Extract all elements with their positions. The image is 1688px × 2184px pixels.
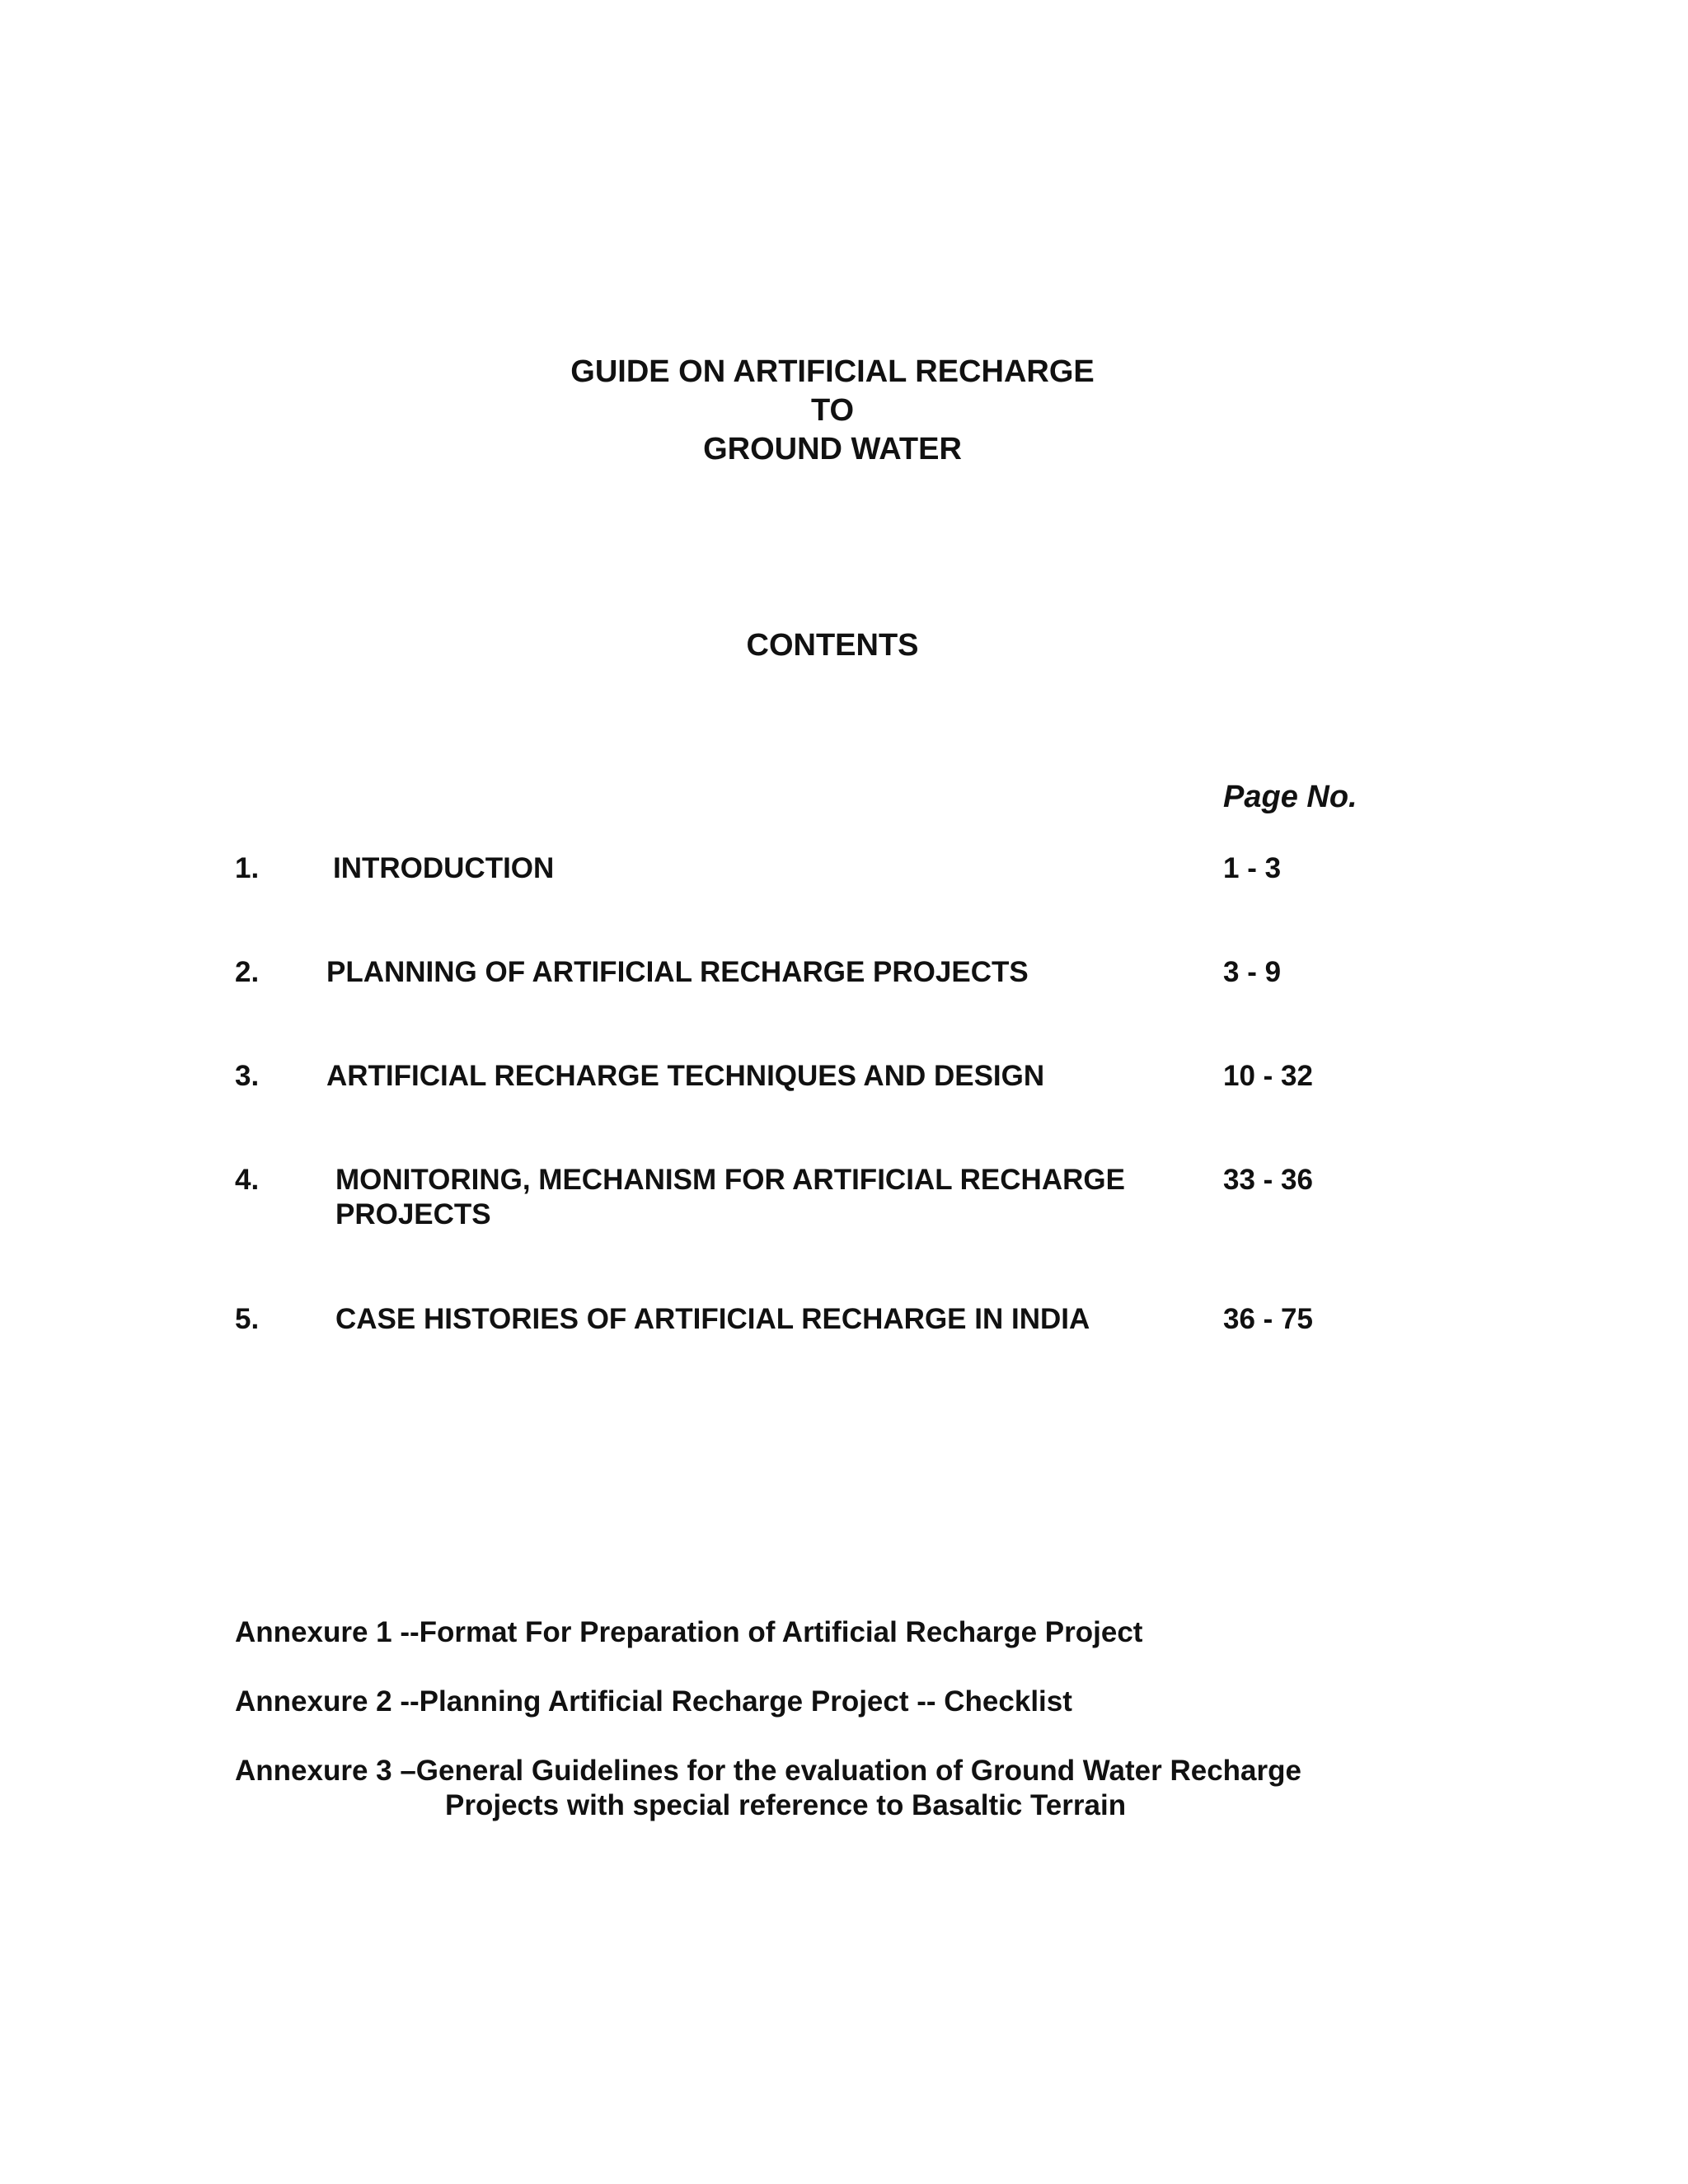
toc-entry-title: CASE HISTORIES OF ARTIFICIAL RECHARGE IN INDIA	[335, 1303, 1090, 1335]
title-line-2: TO	[810, 393, 855, 428]
toc-entry-number: 2.	[235, 956, 260, 988]
toc-entry-number: 1.	[235, 852, 260, 884]
toc-entry-title: ARTIFICIAL RECHARGE TECHNIQUES AND DESIGN	[326, 1060, 1045, 1092]
toc-entry-number: 4.	[235, 1164, 260, 1196]
document-title	[0, 353, 1665, 469]
toc-entry-title	[335, 1163, 1209, 1232]
annexure-1: Annexure 1 --Format For Preparation of Artificial Recharge Project	[235, 1616, 1143, 1648]
toc-entry-pages: 10 - 32	[1223, 1060, 1313, 1092]
toc-entry-pages: 3 - 9	[1223, 956, 1282, 988]
toc-entry-title-line-1: MONITORING, MECHANISM FOR ARTIFICIAL RECHARGE	[335, 1164, 1125, 1196]
annexure-3-line-2: Projects with special reference to Basaltic Terrain	[445, 1789, 1127, 1821]
toc-entry-number: 5.	[235, 1303, 260, 1335]
annexure-2: Annexure 2 --Planning Artificial Recharge Project -- Checklist	[235, 1685, 1072, 1718]
toc-entry-pages: 1 - 3	[1223, 852, 1282, 884]
page-number-column-header: Page No.	[1223, 780, 1357, 814]
toc-entry-title-line-2: PROJECTS	[335, 1198, 491, 1230]
toc-entry-pages: 33 - 36	[1223, 1164, 1313, 1196]
annexure-3-line-1: Annexure 3 –General Guidelines for the evaluation of Ground Water Recharge	[235, 1755, 1301, 1787]
toc-entry-pages: 36 - 75	[1223, 1303, 1313, 1335]
toc-entry-title: INTRODUCTION	[333, 852, 555, 884]
annexure-3	[235, 1754, 1471, 1823]
title-line-1: GUIDE ON ARTIFICIAL RECHARGE	[570, 354, 1095, 389]
contents-heading: CONTENTS	[746, 628, 919, 663]
toc-entry-title: PLANNING OF ARTIFICIAL RECHARGE PROJECTS	[326, 956, 1029, 988]
title-line-3: GROUND WATER	[703, 432, 962, 466]
toc-entry-number: 3.	[235, 1060, 260, 1092]
